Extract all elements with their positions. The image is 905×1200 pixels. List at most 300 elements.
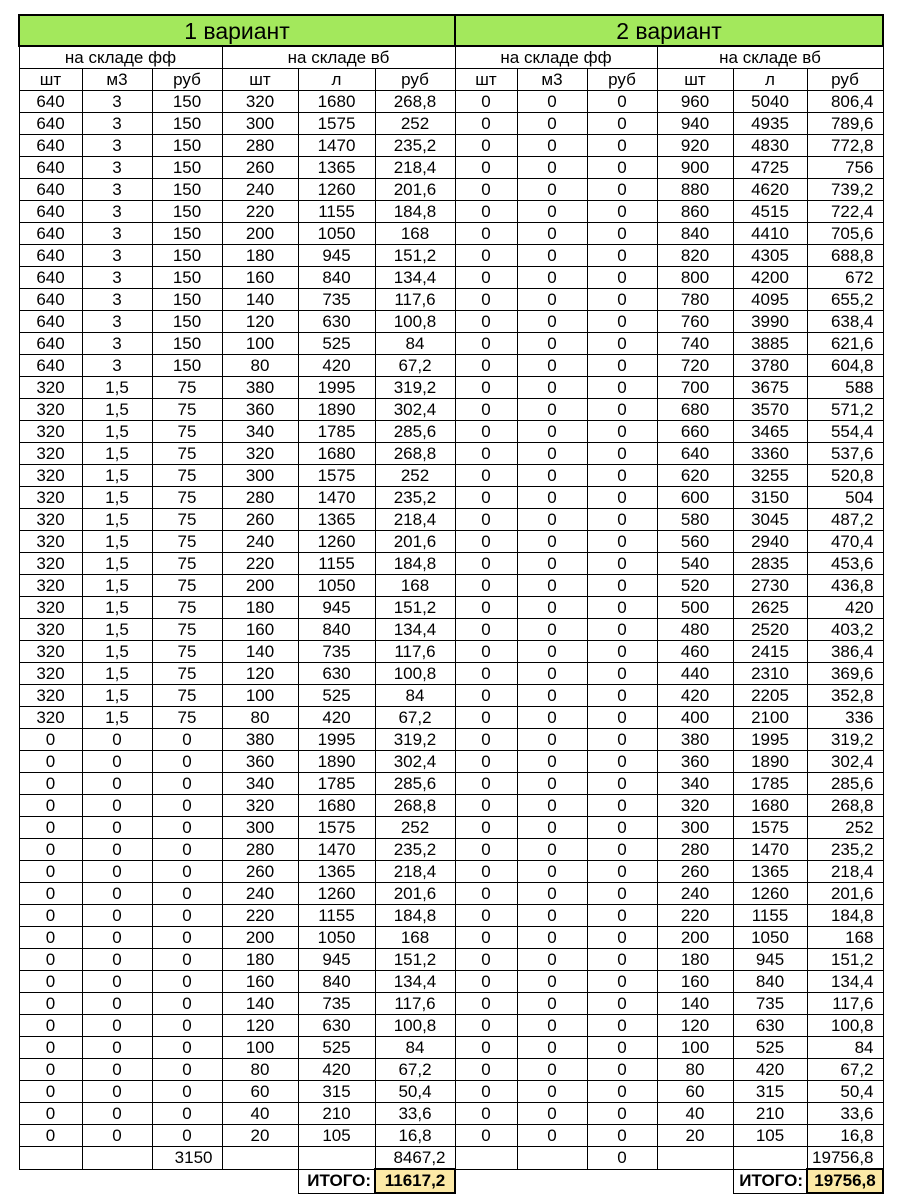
- table-cell[interactable]: 0: [455, 377, 517, 399]
- table-cell[interactable]: 75: [152, 465, 222, 487]
- table-cell[interactable]: 3: [82, 311, 152, 333]
- table-cell[interactable]: 1470: [298, 135, 375, 157]
- table-cell[interactable]: 134,4: [375, 971, 455, 993]
- table-cell[interactable]: 0: [587, 1125, 657, 1147]
- table-cell[interactable]: 4935: [733, 113, 807, 135]
- table-cell[interactable]: 1890: [298, 399, 375, 421]
- table-cell[interactable]: 0: [517, 223, 587, 245]
- table-cell[interactable]: 840: [657, 223, 733, 245]
- table-cell[interactable]: 620: [657, 465, 733, 487]
- table-cell[interactable]: 4410: [733, 223, 807, 245]
- table-cell[interactable]: 0: [19, 795, 82, 817]
- table-cell[interactable]: 0: [587, 311, 657, 333]
- table-cell[interactable]: 0: [455, 531, 517, 553]
- table-cell[interactable]: 75: [152, 509, 222, 531]
- table-cell[interactable]: 1470: [298, 487, 375, 509]
- table-cell[interactable]: 880: [657, 179, 733, 201]
- subtotal-cell[interactable]: [733, 1147, 807, 1170]
- table-cell[interactable]: 480: [657, 619, 733, 641]
- table-cell[interactable]: 1365: [298, 157, 375, 179]
- table-cell[interactable]: 0: [19, 729, 82, 751]
- table-cell[interactable]: 352,8: [807, 685, 883, 707]
- table-cell[interactable]: 2100: [733, 707, 807, 729]
- table-cell[interactable]: 1680: [298, 795, 375, 817]
- table-cell[interactable]: 420: [657, 685, 733, 707]
- table-cell[interactable]: 1,5: [82, 531, 152, 553]
- table-cell[interactable]: 150: [152, 333, 222, 355]
- table-cell[interactable]: 3150: [733, 487, 807, 509]
- table-cell[interactable]: 735: [298, 641, 375, 663]
- table-cell[interactable]: 0: [455, 685, 517, 707]
- table-cell[interactable]: 0: [517, 201, 587, 223]
- table-cell[interactable]: 0: [517, 927, 587, 949]
- table-cell[interactable]: 100: [222, 685, 298, 707]
- table-cell[interactable]: 1260: [298, 531, 375, 553]
- table-cell[interactable]: 0: [587, 289, 657, 311]
- table-cell[interactable]: 0: [587, 949, 657, 971]
- table-cell[interactable]: 0: [152, 729, 222, 751]
- table-cell[interactable]: 0: [517, 289, 587, 311]
- table-cell[interactable]: 1,5: [82, 509, 152, 531]
- table-cell[interactable]: 1,5: [82, 597, 152, 619]
- table-cell[interactable]: 3990: [733, 311, 807, 333]
- table-cell[interactable]: 0: [517, 487, 587, 509]
- table-cell[interactable]: 140: [657, 993, 733, 1015]
- table-cell[interactable]: 0: [517, 817, 587, 839]
- table-cell[interactable]: 218,4: [807, 861, 883, 883]
- table-cell[interactable]: 40: [657, 1103, 733, 1125]
- table-cell[interactable]: 0: [455, 927, 517, 949]
- table-cell[interactable]: 420: [733, 1059, 807, 1081]
- table-cell[interactable]: 180: [222, 949, 298, 971]
- table-cell[interactable]: 0: [587, 773, 657, 795]
- table-cell[interactable]: 820: [657, 245, 733, 267]
- table-cell[interactable]: 0: [455, 905, 517, 927]
- table-cell[interactable]: 0: [455, 597, 517, 619]
- table-cell[interactable]: 525: [733, 1037, 807, 1059]
- table-cell[interactable]: 0: [455, 971, 517, 993]
- table-cell[interactable]: 0: [517, 245, 587, 267]
- table-cell[interactable]: 1,5: [82, 553, 152, 575]
- table-cell[interactable]: 360: [657, 751, 733, 773]
- table-cell[interactable]: 630: [733, 1015, 807, 1037]
- table-cell[interactable]: 800: [657, 267, 733, 289]
- table-cell[interactable]: 84: [807, 1037, 883, 1059]
- table-cell[interactable]: 150: [152, 113, 222, 135]
- table-cell[interactable]: 150: [152, 289, 222, 311]
- table-cell[interactable]: 0: [587, 223, 657, 245]
- table-cell[interactable]: 1,5: [82, 421, 152, 443]
- table-cell[interactable]: 300: [222, 113, 298, 135]
- table-cell[interactable]: 40: [222, 1103, 298, 1125]
- table-cell[interactable]: 319,2: [807, 729, 883, 751]
- table-cell[interactable]: 252: [375, 817, 455, 839]
- table-cell[interactable]: 4725: [733, 157, 807, 179]
- table-cell[interactable]: 840: [733, 971, 807, 993]
- table-cell[interactable]: 0: [517, 597, 587, 619]
- table-cell[interactable]: 0: [82, 905, 152, 927]
- table-cell[interactable]: 0: [455, 223, 517, 245]
- table-cell[interactable]: 1,5: [82, 575, 152, 597]
- table-cell[interactable]: 340: [222, 773, 298, 795]
- table-cell[interactable]: 0: [455, 883, 517, 905]
- table-cell[interactable]: 3675: [733, 377, 807, 399]
- table-cell[interactable]: 0: [587, 597, 657, 619]
- table-cell[interactable]: 945: [298, 949, 375, 971]
- table-cell[interactable]: 151,2: [807, 949, 883, 971]
- table-cell[interactable]: 0: [455, 663, 517, 685]
- table-cell[interactable]: 320: [19, 707, 82, 729]
- table-cell[interactable]: 0: [587, 509, 657, 531]
- table-cell[interactable]: 1,5: [82, 641, 152, 663]
- table-cell[interactable]: 0: [152, 927, 222, 949]
- unit-header-cell[interactable]: руб: [587, 69, 657, 91]
- table-cell[interactable]: 75: [152, 421, 222, 443]
- table-cell[interactable]: 320: [19, 685, 82, 707]
- table-cell[interactable]: 320: [19, 663, 82, 685]
- table-cell[interactable]: 0: [455, 179, 517, 201]
- table-cell[interactable]: 20: [222, 1125, 298, 1147]
- unit-header-cell[interactable]: шт: [455, 69, 517, 91]
- table-cell[interactable]: 588: [807, 377, 883, 399]
- table-cell[interactable]: 0: [152, 795, 222, 817]
- table-cell[interactable]: 688,8: [807, 245, 883, 267]
- table-cell[interactable]: 520,8: [807, 465, 883, 487]
- table-cell[interactable]: 920: [657, 135, 733, 157]
- table-cell[interactable]: 2205: [733, 685, 807, 707]
- table-cell[interactable]: 268,8: [807, 795, 883, 817]
- table-cell[interactable]: 0: [517, 91, 587, 113]
- table-cell[interactable]: 0: [455, 1037, 517, 1059]
- table-cell[interactable]: 200: [222, 927, 298, 949]
- table-cell[interactable]: 280: [222, 135, 298, 157]
- table-cell[interactable]: 0: [517, 377, 587, 399]
- table-cell[interactable]: 0: [587, 663, 657, 685]
- table-cell[interactable]: 319,2: [375, 729, 455, 751]
- table-cell[interactable]: 218,4: [375, 157, 455, 179]
- table-cell[interactable]: 0: [517, 1015, 587, 1037]
- table-cell[interactable]: 0: [587, 641, 657, 663]
- table-cell[interactable]: 0: [455, 751, 517, 773]
- unit-header-cell[interactable]: шт: [222, 69, 298, 91]
- table-cell[interactable]: 0: [517, 729, 587, 751]
- table-cell[interactable]: 302,4: [375, 399, 455, 421]
- table-cell[interactable]: 0: [587, 751, 657, 773]
- table-cell[interactable]: 0: [517, 355, 587, 377]
- table-cell[interactable]: 0: [455, 1059, 517, 1081]
- table-cell[interactable]: 0: [152, 905, 222, 927]
- table-cell[interactable]: 840: [298, 619, 375, 641]
- table-cell[interactable]: 0: [587, 179, 657, 201]
- table-cell[interactable]: 0: [587, 1103, 657, 1125]
- table-cell[interactable]: 0: [82, 817, 152, 839]
- table-cell[interactable]: 1,5: [82, 443, 152, 465]
- table-cell[interactable]: 360: [222, 399, 298, 421]
- table-cell[interactable]: 320: [19, 575, 82, 597]
- table-cell[interactable]: 537,6: [807, 443, 883, 465]
- table-cell[interactable]: 260: [222, 861, 298, 883]
- table-cell[interactable]: 1365: [298, 861, 375, 883]
- table-cell[interactable]: 320: [222, 443, 298, 465]
- table-cell[interactable]: 0: [152, 1125, 222, 1147]
- table-cell[interactable]: 0: [587, 135, 657, 157]
- table-cell[interactable]: 320: [19, 465, 82, 487]
- table-cell[interactable]: 0: [587, 465, 657, 487]
- table-cell[interactable]: 240: [222, 531, 298, 553]
- subtotal-cell[interactable]: 0: [587, 1147, 657, 1170]
- table-cell[interactable]: 0: [82, 949, 152, 971]
- table-cell[interactable]: 420: [807, 597, 883, 619]
- table-cell[interactable]: 33,6: [375, 1103, 455, 1125]
- table-cell[interactable]: 700: [657, 377, 733, 399]
- table-cell[interactable]: 0: [152, 839, 222, 861]
- table-cell[interactable]: 672: [807, 267, 883, 289]
- table-cell[interactable]: 0: [82, 927, 152, 949]
- table-cell[interactable]: 0: [82, 1125, 152, 1147]
- table-cell[interactable]: 3: [82, 113, 152, 135]
- table-cell[interactable]: 340: [657, 773, 733, 795]
- table-cell[interactable]: 201,6: [375, 531, 455, 553]
- location-header[interactable]: на складе вб: [222, 46, 455, 69]
- table-cell[interactable]: 1785: [298, 773, 375, 795]
- table-cell[interactable]: 0: [455, 553, 517, 575]
- table-cell[interactable]: 0: [517, 971, 587, 993]
- table-cell[interactable]: 945: [298, 597, 375, 619]
- table-cell[interactable]: 0: [152, 1081, 222, 1103]
- location-header[interactable]: на складе вб: [657, 46, 883, 69]
- table-cell[interactable]: 1890: [733, 751, 807, 773]
- table-cell[interactable]: 1995: [298, 729, 375, 751]
- table-cell[interactable]: 0: [517, 685, 587, 707]
- table-cell[interactable]: 0: [455, 289, 517, 311]
- table-cell[interactable]: 0: [587, 157, 657, 179]
- table-cell[interactable]: 525: [298, 685, 375, 707]
- subtotal-cell[interactable]: 3150: [152, 1147, 222, 1170]
- table-cell[interactable]: 1365: [733, 861, 807, 883]
- table-cell[interactable]: 0: [19, 839, 82, 861]
- table-cell[interactable]: 0: [587, 245, 657, 267]
- table-cell[interactable]: 0: [455, 311, 517, 333]
- table-cell[interactable]: 285,6: [807, 773, 883, 795]
- table-cell[interactable]: 268,8: [375, 91, 455, 113]
- table-cell[interactable]: 184,8: [375, 905, 455, 927]
- table-cell[interactable]: 0: [455, 465, 517, 487]
- table-cell[interactable]: 504: [807, 487, 883, 509]
- table-cell[interactable]: 3: [82, 91, 152, 113]
- table-cell[interactable]: 780: [657, 289, 733, 311]
- table-cell[interactable]: 0: [517, 399, 587, 421]
- table-cell[interactable]: 100: [657, 1037, 733, 1059]
- table-cell[interactable]: 0: [152, 1103, 222, 1125]
- table-cell[interactable]: 520: [657, 575, 733, 597]
- table-cell[interactable]: 0: [587, 333, 657, 355]
- table-cell[interactable]: 0: [152, 1037, 222, 1059]
- table-cell[interactable]: 0: [19, 949, 82, 971]
- subtotal-cell[interactable]: [222, 1147, 298, 1170]
- table-cell[interactable]: 580: [657, 509, 733, 531]
- table-cell[interactable]: 120: [222, 311, 298, 333]
- unit-header-cell[interactable]: руб: [375, 69, 455, 91]
- table-cell[interactable]: 75: [152, 531, 222, 553]
- table-cell[interactable]: 117,6: [375, 289, 455, 311]
- table-cell[interactable]: 1155: [733, 905, 807, 927]
- table-cell[interactable]: 75: [152, 575, 222, 597]
- table-cell[interactable]: 4200: [733, 267, 807, 289]
- location-header[interactable]: на складе фф: [455, 46, 657, 69]
- table-cell[interactable]: 1050: [733, 927, 807, 949]
- table-cell[interactable]: 150: [152, 179, 222, 201]
- table-cell[interactable]: 0: [82, 971, 152, 993]
- table-cell[interactable]: 0: [82, 883, 152, 905]
- table-cell[interactable]: 150: [152, 267, 222, 289]
- subtotal-cell[interactable]: [19, 1147, 82, 1170]
- table-cell[interactable]: 0: [455, 421, 517, 443]
- table-cell[interactable]: 0: [19, 1125, 82, 1147]
- table-cell[interactable]: 302,4: [375, 751, 455, 773]
- table-cell[interactable]: 201,6: [375, 883, 455, 905]
- table-cell[interactable]: 100,8: [375, 1015, 455, 1037]
- table-cell[interactable]: 160: [222, 267, 298, 289]
- table-cell[interactable]: 160: [222, 619, 298, 641]
- table-cell[interactable]: 0: [587, 883, 657, 905]
- table-cell[interactable]: 640: [19, 311, 82, 333]
- table-cell[interactable]: 0: [517, 531, 587, 553]
- table-cell[interactable]: 4515: [733, 201, 807, 223]
- table-cell[interactable]: 0: [517, 1037, 587, 1059]
- table-cell[interactable]: 75: [152, 685, 222, 707]
- table-cell[interactable]: 0: [587, 113, 657, 135]
- table-cell[interactable]: 0: [152, 1059, 222, 1081]
- subtotal-cell[interactable]: 8467,2: [375, 1147, 455, 1170]
- table-cell[interactable]: 3: [82, 135, 152, 157]
- table-cell[interactable]: 168: [375, 223, 455, 245]
- table-cell[interactable]: 0: [587, 861, 657, 883]
- table-cell[interactable]: 735: [298, 289, 375, 311]
- table-cell[interactable]: 0: [517, 1081, 587, 1103]
- table-cell[interactable]: 184,8: [375, 201, 455, 223]
- table-cell[interactable]: 806,4: [807, 91, 883, 113]
- table-cell[interactable]: 940: [657, 113, 733, 135]
- table-cell[interactable]: 2730: [733, 575, 807, 597]
- table-cell[interactable]: 0: [19, 1081, 82, 1103]
- table-cell[interactable]: 120: [222, 1015, 298, 1037]
- table-cell[interactable]: 240: [657, 883, 733, 905]
- table-cell[interactable]: 571,2: [807, 399, 883, 421]
- table-cell[interactable]: 168: [375, 575, 455, 597]
- table-cell[interactable]: 150: [152, 223, 222, 245]
- table-cell[interactable]: 0: [587, 1037, 657, 1059]
- table-cell[interactable]: 0: [82, 1081, 152, 1103]
- table-cell[interactable]: 252: [375, 465, 455, 487]
- table-cell[interactable]: 220: [222, 905, 298, 927]
- table-cell[interactable]: 0: [587, 729, 657, 751]
- table-cell[interactable]: 268,8: [375, 443, 455, 465]
- table-cell[interactable]: 0: [19, 773, 82, 795]
- table-cell[interactable]: 0: [517, 839, 587, 861]
- table-cell[interactable]: 320: [19, 399, 82, 421]
- table-cell[interactable]: 0: [517, 113, 587, 135]
- table-cell[interactable]: 67,2: [375, 1059, 455, 1081]
- table-cell[interactable]: 0: [82, 729, 152, 751]
- table-cell[interactable]: 320: [19, 531, 82, 553]
- table-cell[interactable]: 315: [733, 1081, 807, 1103]
- table-cell[interactable]: 75: [152, 399, 222, 421]
- table-cell[interactable]: 0: [517, 619, 587, 641]
- table-cell[interactable]: 1155: [298, 553, 375, 575]
- table-cell[interactable]: 0: [455, 487, 517, 509]
- table-cell[interactable]: 735: [733, 993, 807, 1015]
- table-cell[interactable]: 75: [152, 707, 222, 729]
- table-cell[interactable]: 0: [152, 949, 222, 971]
- table-cell[interactable]: 722,4: [807, 201, 883, 223]
- table-cell[interactable]: 180: [222, 597, 298, 619]
- table-cell[interactable]: 0: [517, 1103, 587, 1125]
- table-cell[interactable]: 0: [455, 795, 517, 817]
- table-cell[interactable]: 100,8: [375, 311, 455, 333]
- table-cell[interactable]: 252: [375, 113, 455, 135]
- table-cell[interactable]: 336: [807, 707, 883, 729]
- table-cell[interactable]: 0: [455, 91, 517, 113]
- table-cell[interactable]: 1995: [298, 377, 375, 399]
- grand-total-label[interactable]: ИТОГО:: [298, 1169, 375, 1193]
- table-cell[interactable]: 400: [657, 707, 733, 729]
- table-cell[interactable]: 0: [82, 751, 152, 773]
- table-cell[interactable]: 3: [82, 355, 152, 377]
- table-cell[interactable]: 80: [657, 1059, 733, 1081]
- table-cell[interactable]: 1,5: [82, 685, 152, 707]
- table-cell[interactable]: 1050: [298, 927, 375, 949]
- table-cell[interactable]: 0: [455, 245, 517, 267]
- table-cell[interactable]: 1680: [298, 443, 375, 465]
- table-cell[interactable]: 0: [455, 267, 517, 289]
- table-cell[interactable]: 75: [152, 443, 222, 465]
- table-cell[interactable]: 0: [455, 861, 517, 883]
- table-cell[interactable]: 75: [152, 487, 222, 509]
- table-cell[interactable]: 640: [19, 355, 82, 377]
- table-cell[interactable]: 0: [152, 773, 222, 795]
- table-cell[interactable]: 0: [517, 773, 587, 795]
- table-cell[interactable]: 60: [222, 1081, 298, 1103]
- table-cell[interactable]: 0: [455, 355, 517, 377]
- table-cell[interactable]: 150: [152, 311, 222, 333]
- unit-header-cell[interactable]: руб: [807, 69, 883, 91]
- table-cell[interactable]: 150: [152, 355, 222, 377]
- table-cell[interactable]: 0: [455, 1125, 517, 1147]
- table-cell[interactable]: 320: [19, 619, 82, 641]
- table-cell[interactable]: 0: [517, 641, 587, 663]
- table-cell[interactable]: 168: [375, 927, 455, 949]
- table-cell[interactable]: 604,8: [807, 355, 883, 377]
- table-cell[interactable]: 100: [222, 1037, 298, 1059]
- table-cell[interactable]: 2520: [733, 619, 807, 641]
- table-cell[interactable]: 640: [657, 443, 733, 465]
- table-cell[interactable]: 3: [82, 223, 152, 245]
- table-cell[interactable]: 0: [19, 1059, 82, 1081]
- table-cell[interactable]: 280: [222, 839, 298, 861]
- table-cell[interactable]: 200: [657, 927, 733, 949]
- table-cell[interactable]: 0: [517, 135, 587, 157]
- table-cell[interactable]: 460: [657, 641, 733, 663]
- table-cell[interactable]: 0: [587, 421, 657, 443]
- grand-total-value[interactable]: 19756,8: [807, 1169, 883, 1193]
- table-cell[interactable]: 0: [587, 399, 657, 421]
- table-cell[interactable]: 117,6: [375, 641, 455, 663]
- table-cell[interactable]: 720: [657, 355, 733, 377]
- table-cell[interactable]: 2310: [733, 663, 807, 685]
- unit-header-cell[interactable]: м3: [517, 69, 587, 91]
- table-cell[interactable]: 0: [455, 443, 517, 465]
- unit-header-cell[interactable]: шт: [657, 69, 733, 91]
